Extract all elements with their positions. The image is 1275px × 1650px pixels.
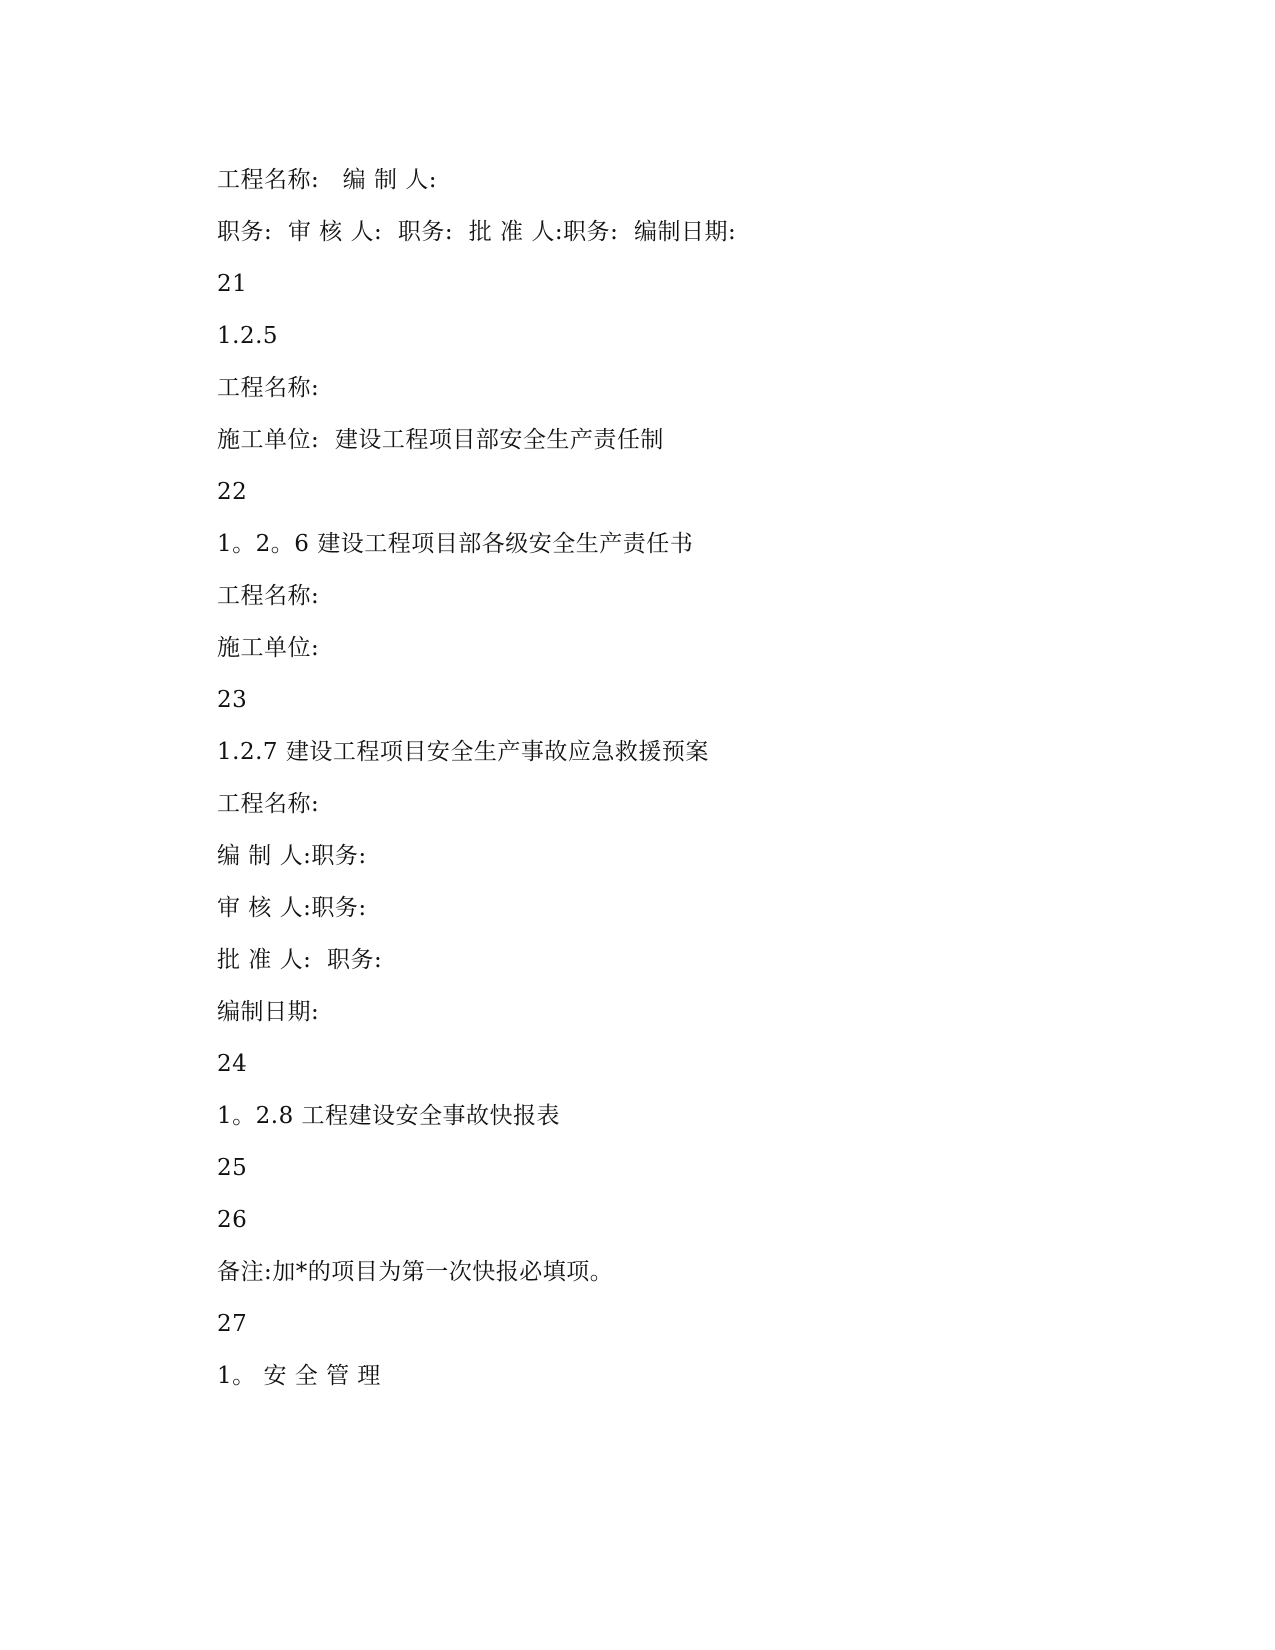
page-number: 27 [217,1311,248,1337]
construction-unit-field: 施工单位: [217,635,320,661]
project-name-compiler-line: 工程名称: 编 制 人: [217,167,438,193]
document-page [217,162,1117,1410]
construction-unit-responsibility-line: 施工单位: 建设工程项目部安全生产责任制 [217,427,664,453]
project-name-field: 工程名称: [217,791,320,817]
signature-roles-line: 职务: 审 核 人: 职务: 批 准 人:职务: 编制日期: [217,219,737,245]
project-name-field: 工程名称: [217,583,320,609]
page-number: 21 [217,271,248,297]
chapter-heading: 1。 安 全 管 理 [217,1363,381,1389]
page-number: 26 [217,1207,248,1233]
section-heading: 1。2。6 建设工程项目部各级安全生产责任书 [217,531,694,557]
reviewer-field: 审 核 人:职务: [217,895,367,921]
section-number: 1.2.5 [217,323,279,349]
page-number: 22 [217,479,248,505]
compiler-field: 编 制 人:职务: [217,843,367,869]
page-number: 25 [217,1155,248,1181]
page-number: 23 [217,687,248,713]
approver-field: 批 准 人: 职务: [217,947,383,973]
remark-note: 备注:加*的项目为第一次快报必填项。 [217,1259,614,1285]
compile-date-field: 编制日期: [217,999,320,1025]
page-number: 24 [217,1051,248,1077]
section-heading: 1。2.8 工程建设安全事故快报表 [217,1103,561,1129]
section-heading: 1.2.7 建设工程项目安全生产事故应急救援预案 [217,739,709,765]
project-name-field: 工程名称: [217,375,320,401]
